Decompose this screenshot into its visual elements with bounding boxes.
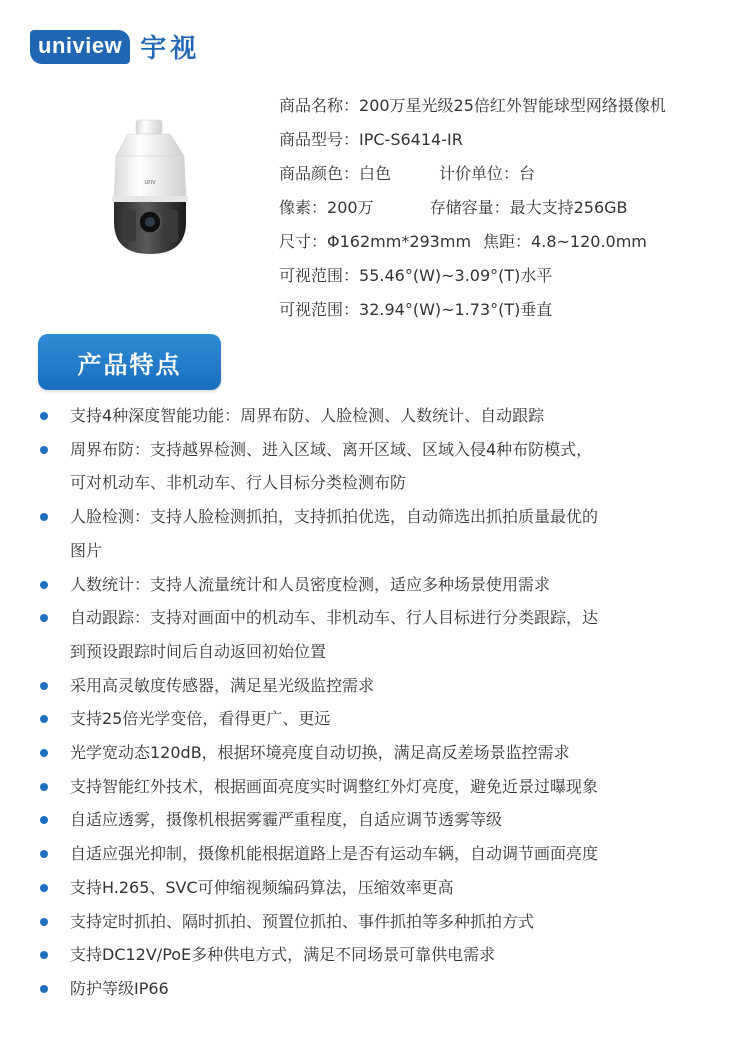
spec-row-fov-horizontal (279, 262, 666, 296)
spec-label: 像素： (279, 198, 328, 217)
spec-row-fov-vertical (279, 296, 666, 330)
feature-item (36, 871, 726, 905)
bullet-dot-icon (40, 816, 48, 824)
bullet-dot-icon (40, 682, 48, 690)
spec-label: 可视范围： (279, 300, 360, 319)
brand-logo (30, 28, 200, 65)
feature-item (36, 702, 726, 736)
bullet-dot-icon (40, 918, 48, 926)
feature-item (36, 837, 726, 871)
feature-text-line: 人脸检测：支持人脸检测抓拍，支持抓拍优选，自动筛选出抓拍质量最优的 (70, 507, 599, 527)
bullet-dot-icon (40, 985, 48, 993)
feature-text-line: 人数统计：支持人流量统计和人员密度检测，适应多种场景使用需求 (70, 574, 551, 594)
feature-item (36, 803, 726, 837)
feature-text-line: 周界布防：支持越界检测、进入区域、离开区域、区域入侵4种布防模式， (70, 439, 593, 459)
spec-value: 白色 (359, 164, 392, 183)
spec-row-pixels (279, 194, 666, 228)
spec-label: 尺寸： (279, 232, 328, 251)
bullet-dot-icon (40, 715, 48, 723)
feature-text-line: 到预设跟踪时间后自动返回初始位置 (70, 641, 327, 661)
spec-value: 200万星光级25倍红外智能球型网络摄像机 (359, 96, 666, 115)
feature-text-line: 采用高灵敏度传感器，满足星光级监控需求 (70, 675, 375, 695)
bullet-dot-icon (40, 446, 48, 454)
spec-label: 商品名称： (279, 96, 360, 115)
bullet-dot-icon (40, 951, 48, 959)
feature-text-line: 支持定时抓拍、隔时抓拍、预置位抓拍、事件抓拍等多种抓拍方式 (70, 911, 535, 931)
brand-name-cn: 宇视 (140, 34, 201, 64)
spec-value: IPC-S6414-IR (359, 130, 463, 149)
feature-text-line: 图片 (70, 540, 103, 560)
spec-value: 200万 (327, 198, 374, 217)
feature-item (36, 736, 726, 770)
feature-text-line: 可对机动车、非机动车、行人目标分类检测布防 (70, 473, 407, 493)
spec-label: 商品颜色： (279, 164, 360, 183)
feature-text-line: 自适应透雾，摄像机根据雾霾严重程度，自适应调节透雾等级 (70, 810, 503, 830)
feature-item (36, 905, 726, 939)
feature-text-line: 自适应强光抑制，摄像机能根据道路上是否有运动车辆，自动调节画面亮度 (70, 844, 599, 864)
ptz-dome-camera-icon (100, 118, 200, 263)
bullet-dot-icon (40, 513, 48, 521)
spec-value: Φ162mm*293mm (327, 232, 472, 251)
spec-list (279, 92, 666, 330)
feature-item (36, 972, 726, 1006)
feature-text-line: 支持25倍光学变倍，看得更广、更远 (70, 709, 331, 729)
section-title-badge: 产品特点 (38, 334, 221, 390)
spec-label: 计价单位： (439, 164, 520, 183)
bullet-dot-icon (40, 581, 48, 589)
feature-text-line: 支持智能红外技术，根据画面亮度实时调整红外灯亮度，避免近景过曝现象 (70, 776, 599, 796)
spec-row-model (279, 126, 666, 160)
spec-label: 焦距： (483, 232, 532, 251)
feature-text-line: 支持4种深度智能功能：周界布防、人脸检测、人数统计、自动跟踪 (70, 406, 545, 425)
feature-text-line: 防护等级IP66 (70, 978, 169, 998)
spec-row-size (279, 228, 666, 262)
feature-text-line: 支持H.265、SVC可伸缩视频编码算法，压缩效率更高 (70, 877, 454, 897)
spec-value: 4.8~120.0mm (531, 232, 647, 251)
feature-item (36, 500, 726, 567)
spec-label: 商品型号： (279, 130, 360, 149)
camera-body-logo: unv (144, 179, 156, 186)
bullet-dot-icon (40, 783, 48, 791)
spec-row-color (279, 160, 666, 194)
spec-label: 可视范围： (279, 266, 360, 285)
bullet-dot-icon (40, 412, 48, 420)
feature-item (36, 568, 726, 602)
feature-item (36, 433, 726, 500)
spec-value: 最大支持256GB (509, 198, 628, 217)
feature-text-line: 光学宽动态120dB，根据环境亮度自动切换，满足高反差场景监控需求 (70, 743, 570, 763)
bullet-dot-icon (40, 749, 48, 757)
feature-text-line: 自动跟踪：支持对画面中的机动车、非机动车、行人目标进行分类跟踪，达 (70, 608, 599, 628)
spec-row-name (279, 92, 666, 126)
spec-value: 32.94°(W)~1.73°(T)垂直 (359, 300, 553, 319)
bullet-dot-icon (40, 884, 48, 892)
feature-item (36, 669, 726, 703)
uniview-logo: uniview (30, 30, 130, 64)
feature-item (36, 938, 726, 972)
feature-list (36, 399, 726, 1006)
feature-item (36, 399, 726, 433)
spec-value: 台 (519, 164, 536, 183)
spec-label: 存储容量： (429, 198, 510, 217)
feature-item (36, 770, 726, 804)
bullet-dot-icon (40, 850, 48, 858)
feature-item (36, 601, 726, 668)
spec-value: 55.46°(W)~3.09°(T)水平 (359, 266, 553, 285)
feature-text-line: 支持DC12V/PoE多种供电方式，满足不同场景可靠供电需求 (70, 945, 496, 965)
bullet-dot-icon (40, 614, 48, 622)
